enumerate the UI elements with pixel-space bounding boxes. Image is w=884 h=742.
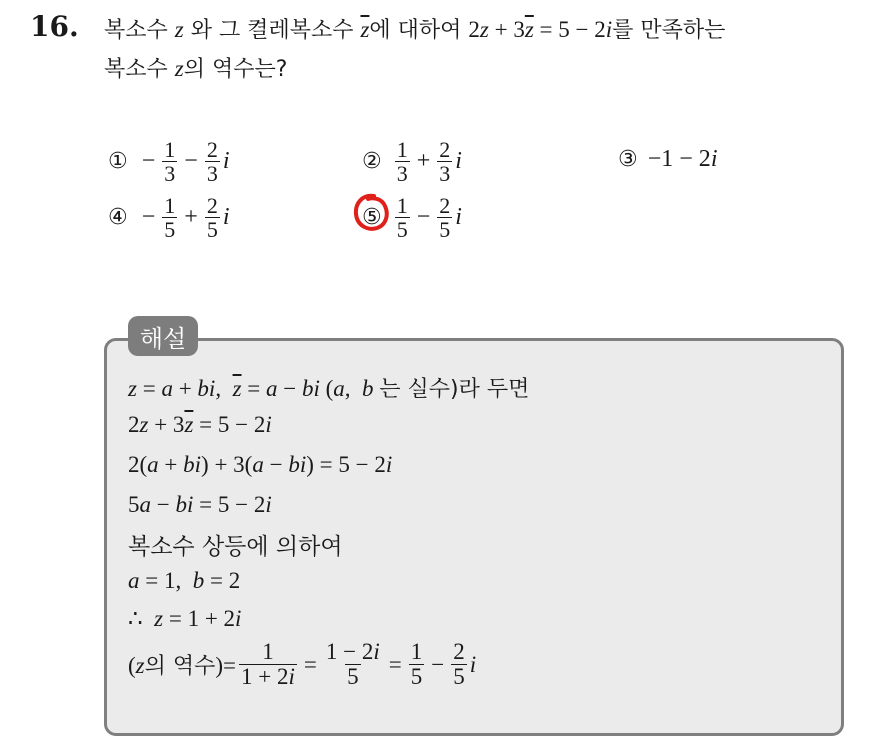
- solution-line-1: z = a + bi, $\overline{z} = a$ − bi (a, b 는 실수)라 두면: [128, 376, 530, 402]
- question-text-line1: 복소수 z 와 그 켤레복소수 $\overline{z}$에 대하여 $2z + 3\overline{z} = 5 - 2i$를 만족하는: [104, 17, 726, 43]
- solution-line-5: 복소수 상등에 의하여: [128, 534, 343, 560]
- choice-2-number: ②: [362, 149, 382, 175]
- choice-2[interactable]: ② $\frac{1}{3}$ + $\frac{2}{3}$ i: [362, 137, 462, 187]
- solution-line-2: $2z + 3\overline{z} = 5 - 2i$: [128, 412, 272, 437]
- question-number: 16.: [30, 10, 79, 43]
- solution-tab: 해설: [128, 316, 198, 356]
- solution-line-3: 2(a + bi) + 3(a − bi) = 5 − 2i: [128, 452, 393, 477]
- solution-line-4: 5a − bi = 5 − 2i: [128, 492, 272, 517]
- choice-3[interactable]: ③ −1 − 2i: [618, 146, 718, 172]
- choice-5[interactable]: ⑤ $\frac{1}{5}$ − $\frac{2}{5}$ i: [362, 193, 462, 243]
- choice-1-number: ①: [108, 149, 128, 175]
- solution-line-7: ∴ z = 1 + 2i: [128, 606, 242, 631]
- solution-line-6: a = 1, b = 2: [128, 568, 241, 593]
- choice-5-number: ⑤: [362, 205, 382, 231]
- choice-4[interactable]: ④ − $\frac{1}{5}$ + $\frac{2}{5}$ i: [108, 193, 230, 243]
- choice-1[interactable]: ① − $\frac{1}{3}$ − $\frac{2}{3}$ i: [108, 137, 230, 187]
- choice-4-number: ④: [108, 205, 128, 231]
- solution-line-8: (z의 역수)= $\frac{1}{1 + 2i}$ = $\frac{1 - 2i}{5}$ = $\frac{1}{5}$ − $\frac{2}{5}$ i: [128, 639, 477, 690]
- question-text-line2: 복소수 z의 역수는?: [104, 56, 288, 82]
- answer-circle-mark: [352, 190, 392, 234]
- choice-3-number: ③: [618, 147, 638, 172]
